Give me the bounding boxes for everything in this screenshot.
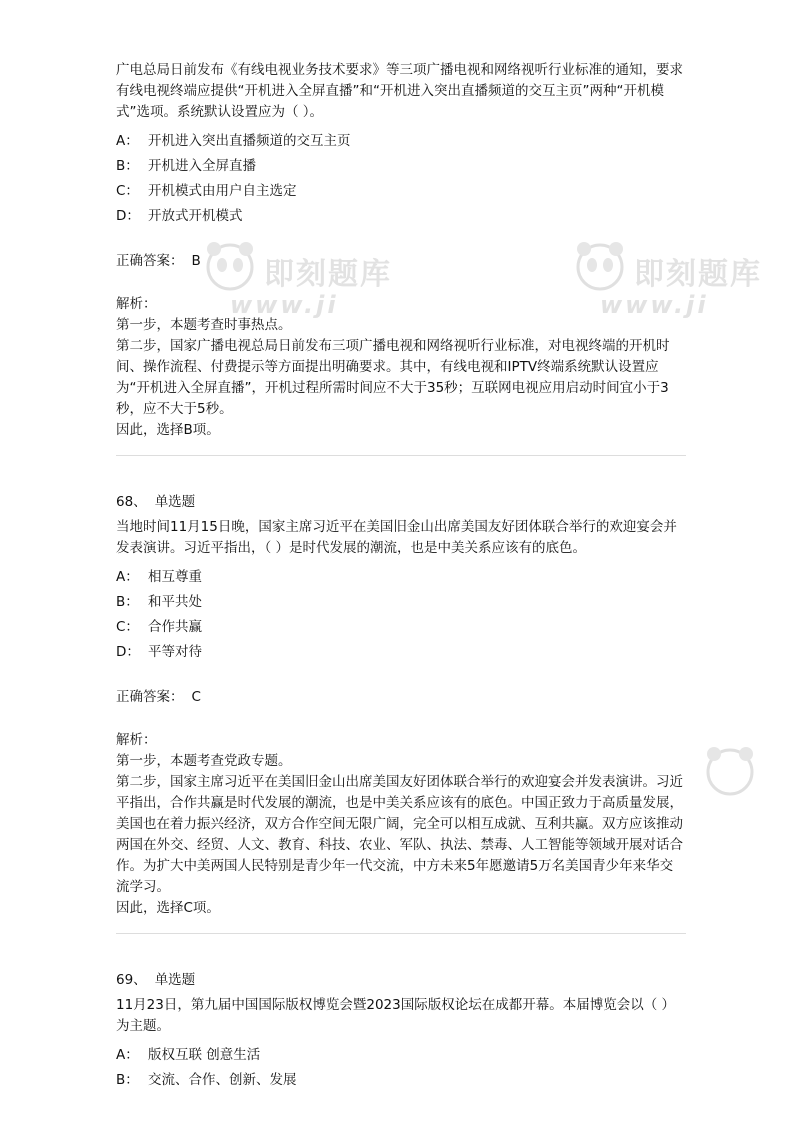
option-d: D： 平等对待 [116,644,202,660]
question-type: 单选题 [154,972,196,988]
question-stem: 11月23日，第九届中国国际版权博览会暨2023国际版权论坛在成都开幕。本届博览会以（ ）为主题。 [116,997,676,1034]
option-b: B： 开机进入全屏直播 [116,158,256,174]
option-b: B： 交流、合作、创新、发展 [116,1072,297,1088]
document-body [116,60,686,1093]
option-b: B： 和平共处 [116,594,202,610]
analysis-conclusion: 因此，选择B项。 [116,422,220,438]
question-stem: 当地时间11月15日晚，国家主席习近平在美国旧金山出席美国友好团体联合举行的欢迎宴会并发表演讲。习近平指出，（ ）是时代发展的潮流，也是中美关系应该有的底色。 [116,519,677,556]
question-number: 69、 [116,972,147,988]
question-stem: 广电总局日前发布《有线电视业务技术要求》等三项广播电视和网络视听行业标准的通知，要求有线电视终端应提供“开机进入全屏直播”和“开机进入突出直播频道的交互主页”两种“开机模式”选项。系统默认设置应为（ ）。 [116,62,683,120]
question-type: 单选题 [154,494,196,510]
watermark-name: 即刻题库 [264,257,392,292]
correct-answer: 正确答案： B [116,253,201,269]
question-67 [116,60,686,441]
analysis-conclusion: 因此，选择C项。 [116,900,220,916]
question-68 [116,492,686,919]
question-header [116,970,686,991]
question-69 [116,970,686,1093]
analysis-step: 第一步，本题考查时事热点。 [116,317,292,333]
question-header [116,492,686,513]
analysis-label: 解析： [116,296,157,312]
option-a: A： 开机进入突出直播频道的交互主页 [116,133,351,149]
question-number: 68、 [116,494,147,510]
analysis-label: 解析： [116,732,157,748]
option-a: A： 相互尊重 [116,569,202,585]
analysis-step: 第一步，本题考查党政专题。 [116,753,292,769]
watermark-url: www.ji [600,291,709,319]
watermark [700,740,760,804]
option-c: C： 合作共赢 [116,619,202,635]
watermark-url: www.ji [230,291,339,319]
option-d: D： 开放式开机模式 [116,208,243,224]
watermark-name: 即刻题库 [634,257,762,292]
option-c: C： 开机模式由用户自主选定 [116,183,297,199]
correct-answer: 正确答案： C [116,689,201,705]
panda-logo-icon [700,740,760,800]
option-a: A： 版权互联 创意生活 [116,1047,261,1063]
analysis-step: 第二步，国家广播电视总局日前发布三项广播电视和网络视听行业标准，对电视终端的开机时间、操作流程、付费提示等方面提出明确要求。其中，有线电视和IPTV终端系统默认设置应为“开机进入全屏直播”，开机过程所需时间应不大于35秒；互联网电视应用启动时间宜小于3秒，应不大于5秒。 [116,338,670,417]
analysis-step: 第二步，国家主席习近平在美国旧金山出席美国友好团体联合举行的欢迎宴会并发表演讲。习近平指出，合作共赢是时代发展的潮流，也是中美关系应该有的底色。中国正致力于高质量发展，美国也在着力振兴经济，双方合作空间无限广阔，完全可以相互成就、互利共赢。双方应该推动两国在外交、经贸、人文、教育、科技、农业、军队、执法、禁毒、人工智能等领域开展对话合作。为扩大中美两国人民特别是青少年一代交流，中方未来5年愿邀请5万名美国青少年来华交流学习。 [116,774,683,895]
